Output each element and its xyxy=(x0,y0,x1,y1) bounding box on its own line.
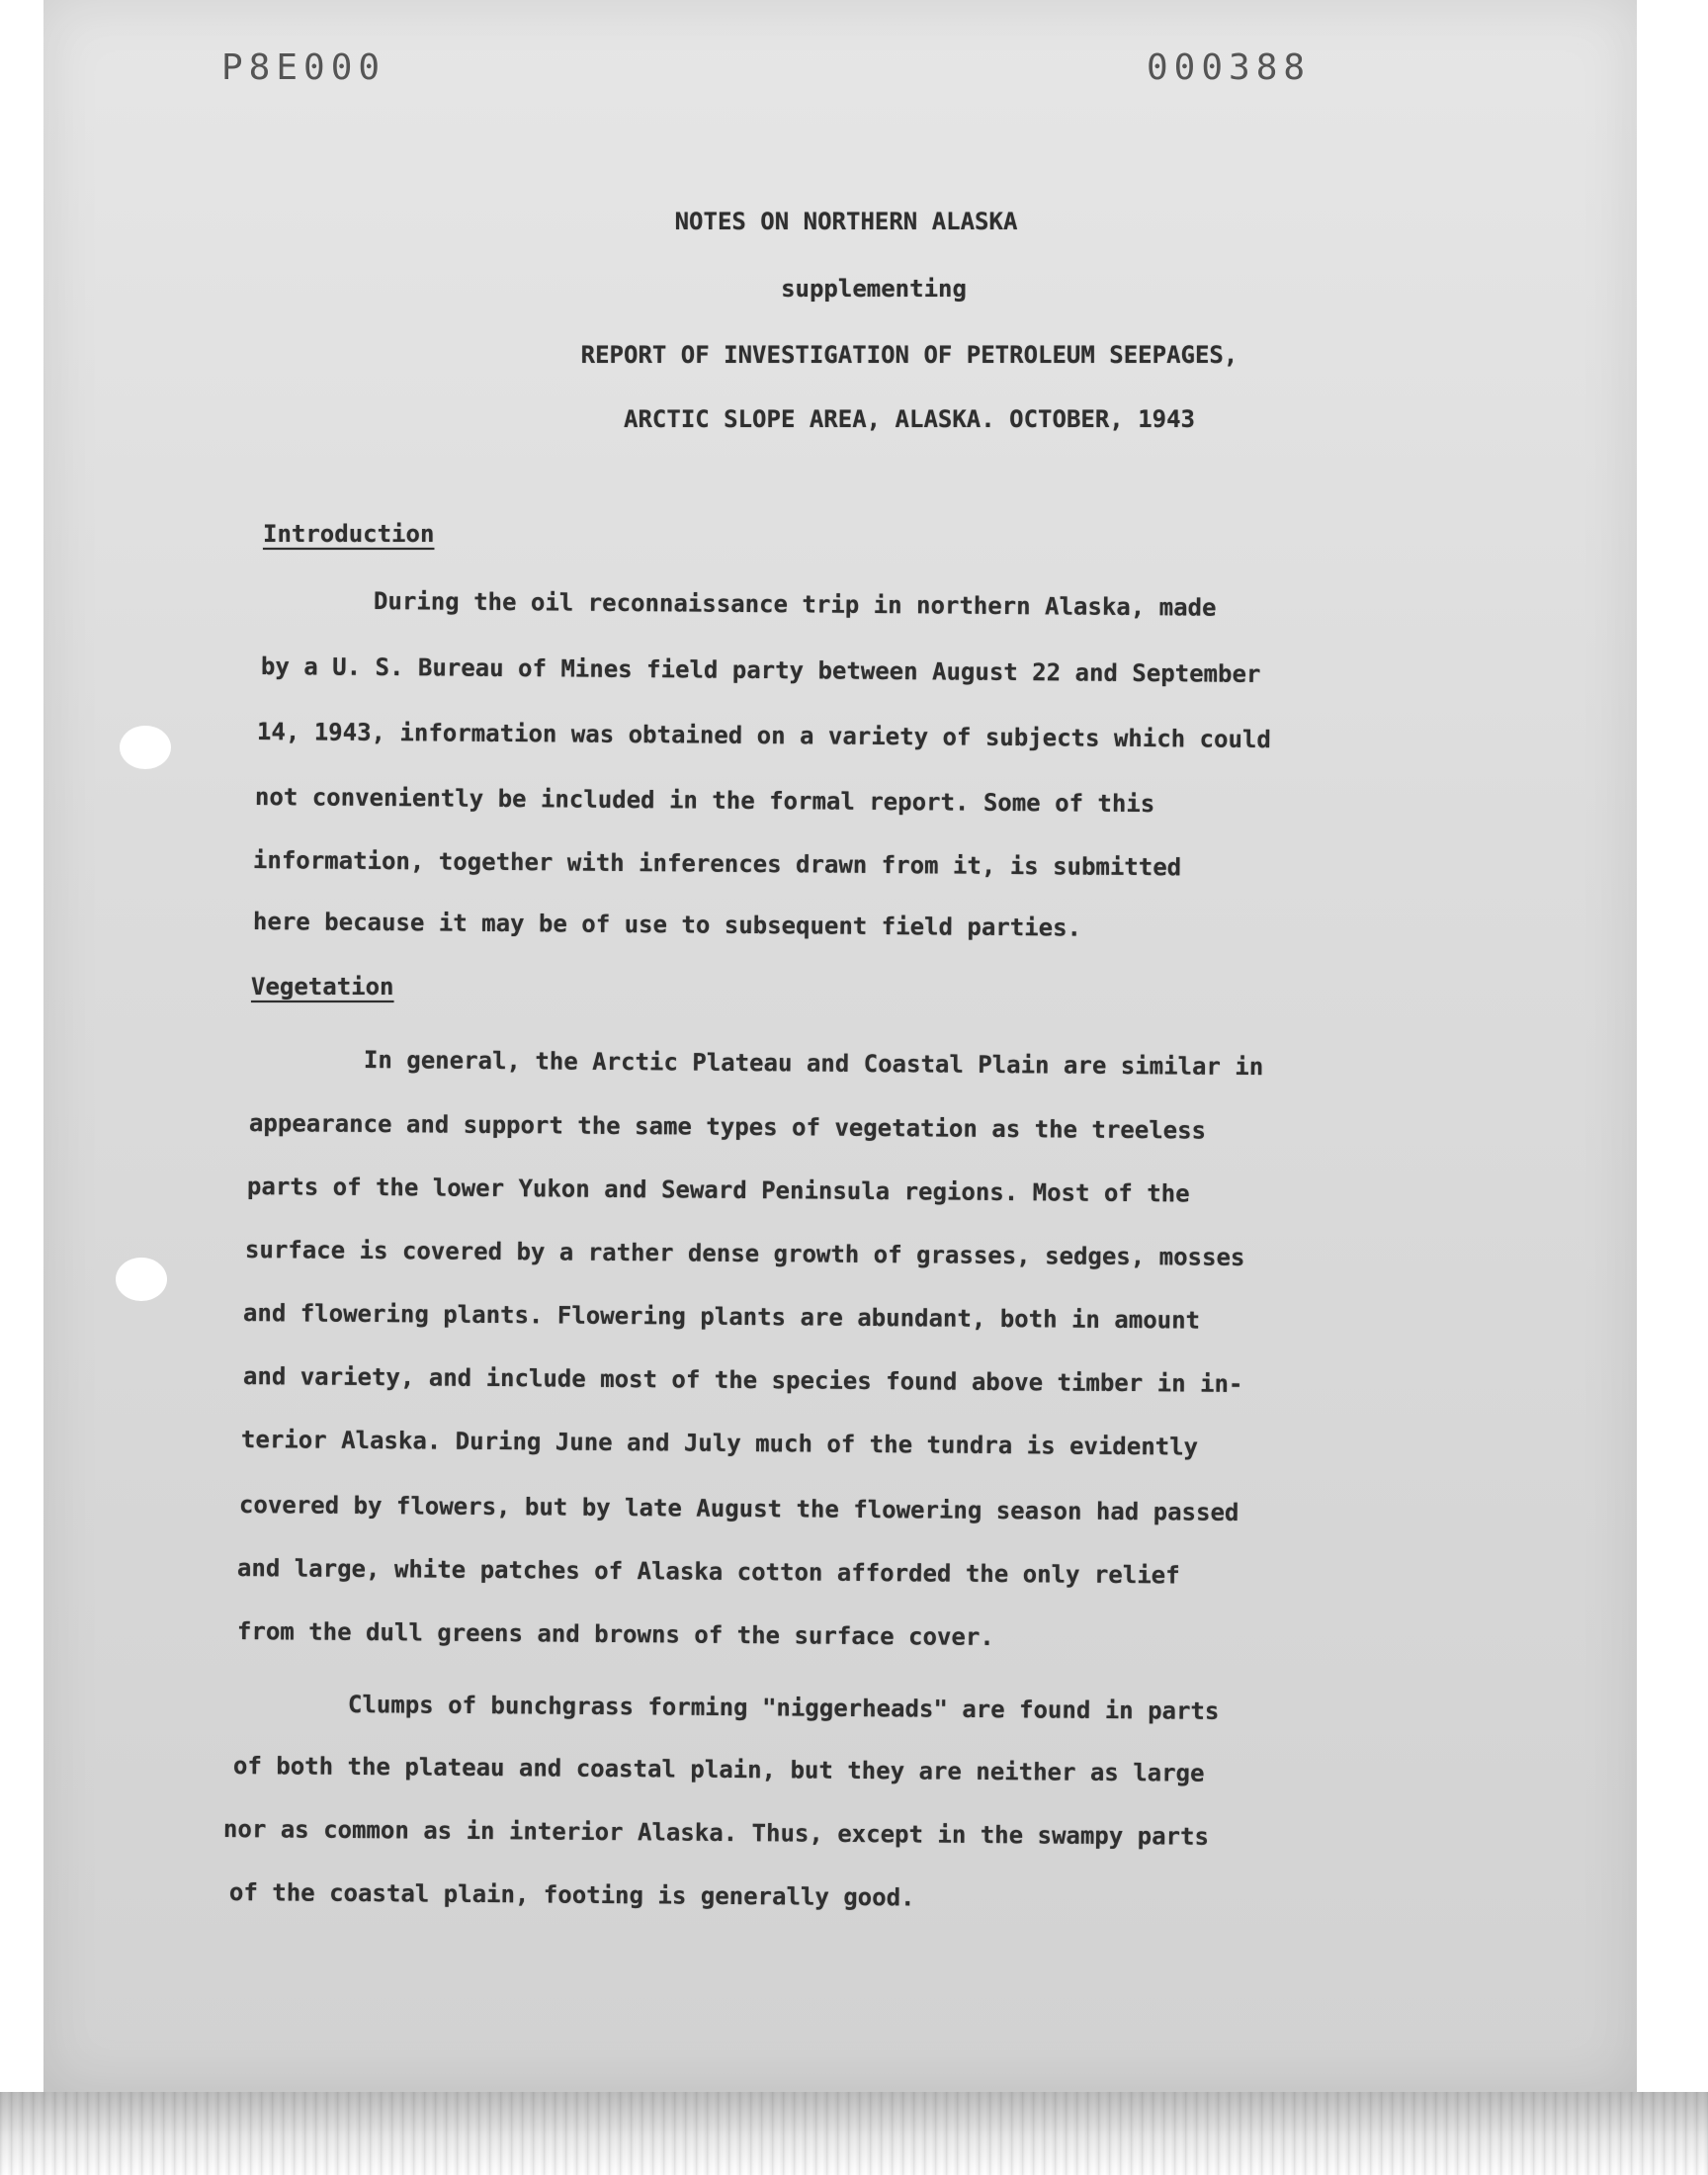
text-line: In general, the Arctic Plateau and Coastal Plain are similar in xyxy=(363,1046,1264,1082)
text-line: and variety, and include most of the species found above timber in in- xyxy=(242,1362,1243,1398)
text-line: not conveniently be included in the formal report. Some of this xyxy=(254,783,1155,819)
text-line: and large, white patches of Alaska cotton afforded the only relief xyxy=(236,1554,1180,1590)
text-line: terior Alaska. During June and July much of the tundra is evidently xyxy=(240,1426,1199,1461)
text-line: and flowering plants. Flowering plants are abundant, both in amount xyxy=(242,1299,1201,1335)
report-title-line-2: ARCTIC SLOPE AREA, ALASKA. OCTOBER, 1943 xyxy=(624,405,1195,433)
text-line: surface is covered by a rather dense growth of grasses, sedges, mosses xyxy=(244,1236,1245,1271)
punch-hole-bottom xyxy=(107,1252,176,1307)
text-line: parts of the lower Yukon and Seward Peninsula regions. Most of the xyxy=(246,1173,1190,1208)
report-title-line-1: REPORT OF INVESTIGATION OF PETROLEUM SEEPAGES, xyxy=(580,341,1238,369)
text-line: Clumps of bunchgrass forming "niggerheads" are found in parts xyxy=(347,1691,1220,1725)
text-line: by a U. S. Bureau of Mines field party between August 22 and September xyxy=(260,652,1261,688)
text-line: of both the plateau and coastal plain, but they are neither as large xyxy=(232,1752,1205,1787)
text-line: 14, 1943, information was obtained on a variety of subjects which could xyxy=(256,718,1271,754)
text-line: nor as common as in interior Alaska. Thus, except in the swampy parts xyxy=(222,1815,1210,1851)
text-line: During the oil reconnaissance trip in northern Alaska, made xyxy=(373,587,1217,622)
section-heading-vegetation: Vegetation xyxy=(251,973,394,1000)
document-subtitle: supplementing xyxy=(781,275,967,303)
document-stamp-left: P8E000 xyxy=(221,47,386,88)
text-line: of the coastal plain, footing is generally good. xyxy=(228,1878,915,1912)
document-title: NOTES ON NORTHERN ALASKA xyxy=(674,208,1018,235)
section-heading-introduction: Introduction xyxy=(263,520,435,548)
text-line: appearance and support the same types of vegetation as the treeless xyxy=(248,1109,1207,1145)
text-line: covered by flowers, but by late August the flowering season had passed xyxy=(238,1491,1239,1526)
scan-edge-noise xyxy=(0,2092,1708,2175)
text-line: information, together with inferences drawn from it, is submitted xyxy=(252,846,1182,882)
text-line: here because it may be of use to subsequent field parties. xyxy=(252,908,1082,942)
punch-hole-top xyxy=(111,720,180,775)
text-line: from the dull greens and browns of the surface cover. xyxy=(236,1617,994,1652)
document-stamp-right: 000388 xyxy=(1147,47,1312,88)
